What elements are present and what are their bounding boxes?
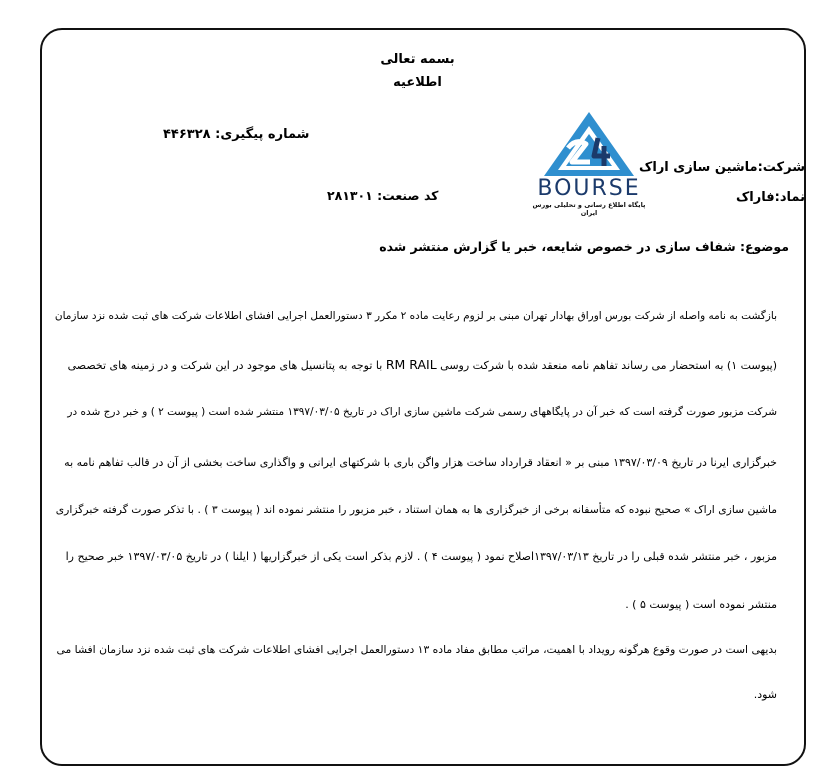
bourse-wordmark: BOURSE xyxy=(537,176,641,201)
subject-line xyxy=(379,239,789,254)
symbol-label: نماد: xyxy=(774,190,805,205)
invocation-heading: بسمه تعالی xyxy=(380,52,455,67)
body-line-7: منتشر نموده است ( پیوست ۵ ) . xyxy=(625,598,777,611)
industry-code-value: ۲۸۱۳۰۱ xyxy=(327,188,373,203)
symbol-field xyxy=(736,190,805,205)
body-line-6: مزبور ، خبر منتشر شده قبلی را در تاریخ ۱۳۹۷/۰۳/۱۳اصلاح نمود ( پیوست ۴ ) . لازم بذکر است یکی از خبرگزاریها ( ایلنا ) در تاریخ ۱۳۹۷/۰۳/۰۵ خبر صحیح را xyxy=(65,550,777,563)
body-line-3: شرکت مزبور صورت گرفته است که خبر آن در پایگاههای رسمی شرکت ماشین سازی اراک در تاریخ ۱۳۹۷/۰۳/۰۵ منتشر شده است ( پیوست ۲ ) و خبر درج شده در xyxy=(67,406,777,418)
announcement-title: اطلاعیه xyxy=(393,75,442,90)
company-field xyxy=(639,160,805,175)
body-line-2-start: (پیوست ۱) به استحضار می رساند تفاهم نامه منعقد شده با شرکت روسی xyxy=(440,359,777,372)
company-name: ماشین سازی اراک xyxy=(639,160,758,175)
body-line-2 xyxy=(68,357,777,372)
rm-rail-company-name: RM RAIL xyxy=(385,357,437,372)
tracking-label: شماره پیگیری: xyxy=(215,127,310,142)
body-line-4: خبرگزاری ایرنا در تاریخ ۱۳۹۷/۰۳/۰۹ مبنی بر « انعقاد قرارداد ساخت هزار واگن باری با شرکتهای ایرانی و واگذاری ساخت بخشی از آن در قالب تفاهم نامه به xyxy=(64,456,777,469)
tracking-value: ۴۴۶۳۲۸ xyxy=(163,127,211,142)
bourse-logo xyxy=(524,108,654,217)
symbol-value: فاراک xyxy=(735,190,775,205)
body-line-8: بدیهی است در صورت وقوع هرگونه رویداد با اهمیت، مراتب مطابق مفاد ماده ۱۳ دستورالعمل اجرایی افشای اطلاعات شرکت های ثبت شده نزد سازمان افشا می xyxy=(56,643,777,656)
tracking-number-field xyxy=(163,127,309,142)
company-label: شرکت: xyxy=(757,160,805,175)
subject-label: موضوع: xyxy=(739,239,789,254)
body-line-9: شود. xyxy=(753,688,777,701)
body-line-2-end: با توجه به پتانسیل های موجود در این شرکت و در زمینه های تخصصی xyxy=(67,359,383,372)
body-line-5: ماشین سازی اراک » صحیح نبوده که متأسفانه برخی از خبرگزاری ها به همان استناد ، خبر مزبور را منتشر نموده اند ( پیوست ۳ ) . با تذکر صورت گرفته خبرگزاری xyxy=(55,503,777,516)
bourse-logo-mark-icon xyxy=(524,108,654,178)
subject-text: شفاف سازی در خصوص شایعه، خبر یا گزارش منتشر شده xyxy=(379,239,736,254)
industry-code-field xyxy=(327,188,438,203)
industry-code-label: کد صنعت: xyxy=(377,188,439,203)
body-line-1: بازگشت به نامه واصله از شرکت بورس اوراق بهادار تهران مبنی بر لزوم رعایت ماده ۲ مکرر ۳ دستورالعمل اجرایی افشای اطلاعات شرکت های ثبت شده نزد سازمان xyxy=(54,310,777,322)
bourse-tagline: پایگاه اطلاع رسانی و تحلیلی بورس ایران xyxy=(532,201,646,217)
